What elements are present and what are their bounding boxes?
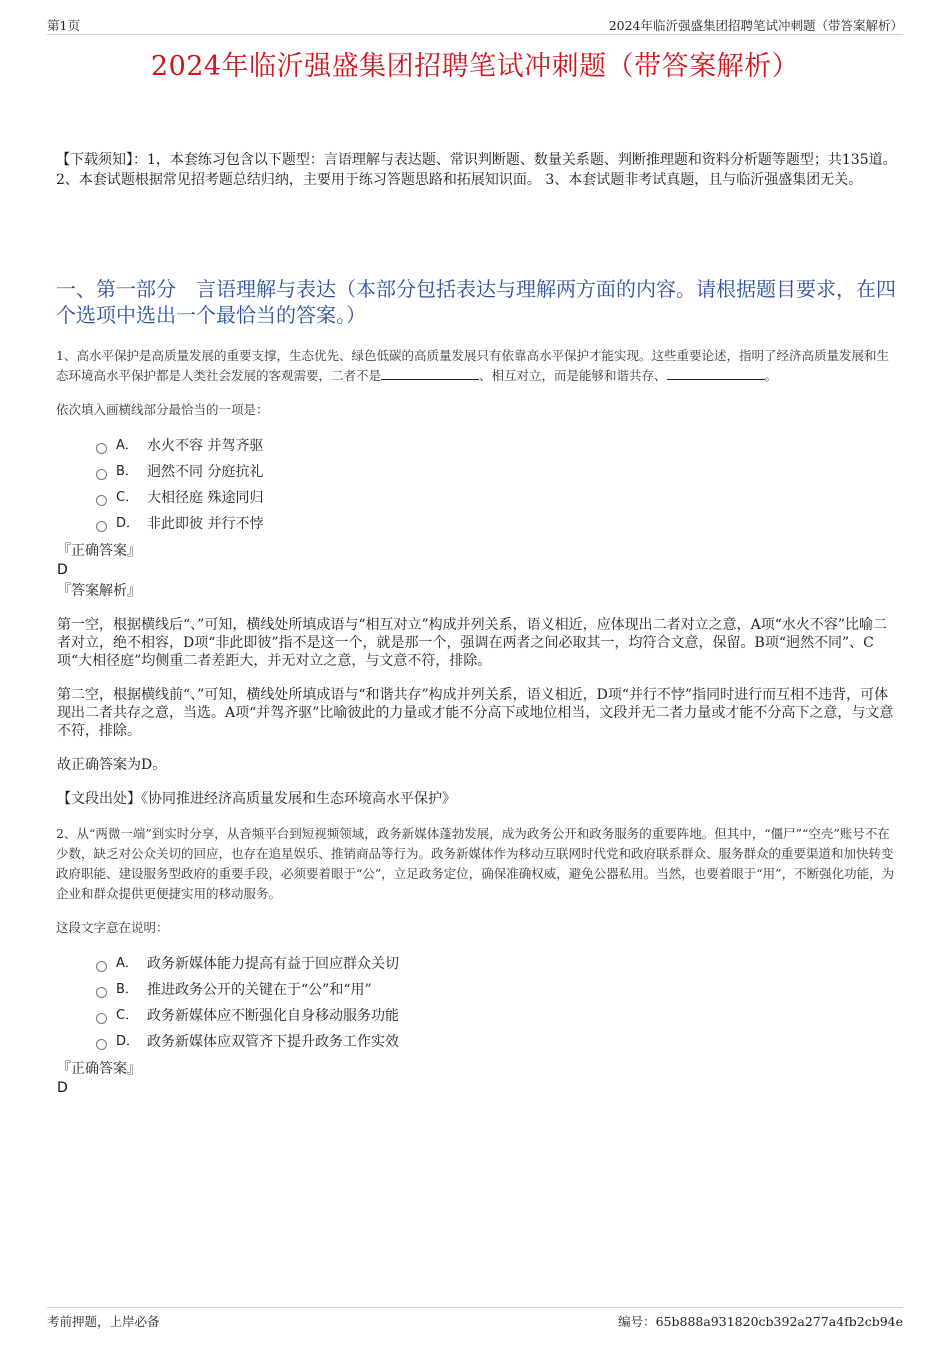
option-c[interactable]: C． 大相径庭 殊途同归: [96, 485, 796, 511]
question-2-options: [96, 951, 796, 1055]
option-c[interactable]: C． 政务新媒体应不断强化自身移动服务功能: [96, 1003, 796, 1029]
download-notice: 【下载须知】：1，本套练习包含以下题型：言语理解与表达题、常识判断题、数量关系题、判断推理题和资料分析题等题型；共135道。 2、本套试题根据常见招考题总结归纳，主要用于练习答题思路和拓展知识面。 3、本套试题非考试真题，且与临沂强盛集团无关。: [56, 152, 897, 188]
question-1-stem: 1、高水平保护是高质量发展的重要支撑，生态优先、绿色低碳的高质量发展只有依靠高水平保护才能实现。这些重要论述，指明了经济高质量发展和生态环境高水平保护都是人类社会发展的客观需要，二者不是 、相互对立，而是能够和谐共存、 。: [56, 348, 889, 383]
page-footer: [47, 1307, 903, 1329]
answer-value: D: [57, 562, 68, 578]
section-heading: 一、第一部分 言语理解与表达（本部分包括表达与理解两方面的内容。请根据题目要求，在四个选项中选出一个最恰当的答案。）: [56, 277, 896, 327]
radio-icon[interactable]: [96, 469, 107, 480]
radio-icon[interactable]: [96, 987, 107, 998]
radio-icon[interactable]: [96, 443, 107, 454]
radio-icon[interactable]: [96, 1039, 107, 1050]
blank-1: [381, 366, 479, 380]
answer-label: 『正确答案』: [57, 543, 141, 559]
option-a[interactable]: A． 水火不容 并驾齐驱: [96, 433, 796, 459]
option-a[interactable]: A． 政务新媒体能力提高有益于回应群众关切: [96, 951, 796, 977]
blank-2: [667, 366, 765, 380]
footer-slogan: 考前押题，上岸必备: [47, 1314, 160, 1329]
analysis-label: 『答案解析』: [57, 583, 141, 599]
answer-label: 『正确答案』: [57, 1061, 141, 1077]
analysis-paragraph: 第一空，根据横线后“、”可知，横线处所填成语与“相互对立”构成并列关系，语义相近，应体现出二者对立之意，A项“水火不容”比喻二者对立，绝不相容，D项“非此即彼”指不是这一个，就是那一个，强调在两者之间必取其一，均符合文意，保留。B项“迥然不同”、C项“大相径庭”均侧重二者差距大，并无对立之意，与文意不符，排除。: [57, 617, 888, 669]
document-title: 2024年临沂强盛集团招聘笔试冲刺题（带答案解析）: [150, 51, 800, 82]
option-b[interactable]: B． 迥然不同 分庭抗礼: [96, 459, 796, 485]
question-1-prompt: 依次填入画横线部分最恰当的一项是：: [56, 402, 269, 417]
page-header: [47, 16, 903, 35]
radio-icon[interactable]: [96, 495, 107, 506]
radio-icon[interactable]: [96, 961, 107, 972]
page-number: 第1页: [47, 18, 80, 33]
radio-icon[interactable]: [96, 1013, 107, 1024]
option-d[interactable]: D． 政务新媒体应双管齐下提升政务工作实效: [96, 1029, 796, 1055]
question-2-prompt: 这段文字意在说明：: [56, 920, 169, 935]
option-d[interactable]: D． 非此即彼 并行不悖: [96, 511, 796, 537]
question-2-stem: 2、从“两微一端”到实时分享，从音频平台到短视频领域，政务新媒体蓬勃发展，成为政务公开和政务服务的重要阵地。但其中，“僵尸”“空壳”账号不在少数，缺乏对公众关切的回应，也存在追星娱乐、推销商品等行为。政务新媒体作为移动互联网时代党和政府联系群众、服务群众的重要渠道和加快转变政府职能、建设服务型政府的重要手段，必须要着眼于“公”，立足政务定位，确保准确权威，避免公器私用。当然，也要着眼于“用”，不断强化功能，为企业和群众提供更便捷实用的移动服务。: [56, 826, 895, 901]
question-1-options: [96, 433, 796, 537]
answer-value: D: [57, 1080, 68, 1096]
radio-icon[interactable]: [96, 521, 107, 532]
option-b[interactable]: B． 推进政务公开的关键在于“公”和“用”: [96, 977, 796, 1003]
footer-doc-id: 编号：65b888a931820cb392a277a4fb2cb94e: [618, 1314, 903, 1329]
source-citation: 【文段出处】《协同推进经济高质量发展和生态环境高水平保护》: [57, 791, 456, 807]
header-doc-title: 2024年临沂强盛集团招聘笔试冲刺题（带答案解析）: [608, 18, 903, 33]
analysis-conclusion: 故正确答案为D。: [57, 757, 167, 773]
analysis-paragraph: 第二空，根据横线前“、”可知，横线处所填成语与“和谐共存”构成并列关系，语义相近，D项“并行不悖”指同时进行而互相不违背，可体现出二者共存之意，当选。A项“并驾齐驱”比喻彼此的力量或才能不分高下或地位相当，文段并无二者力量或才能不分高下之意，与文意不符，排除。: [57, 687, 894, 739]
